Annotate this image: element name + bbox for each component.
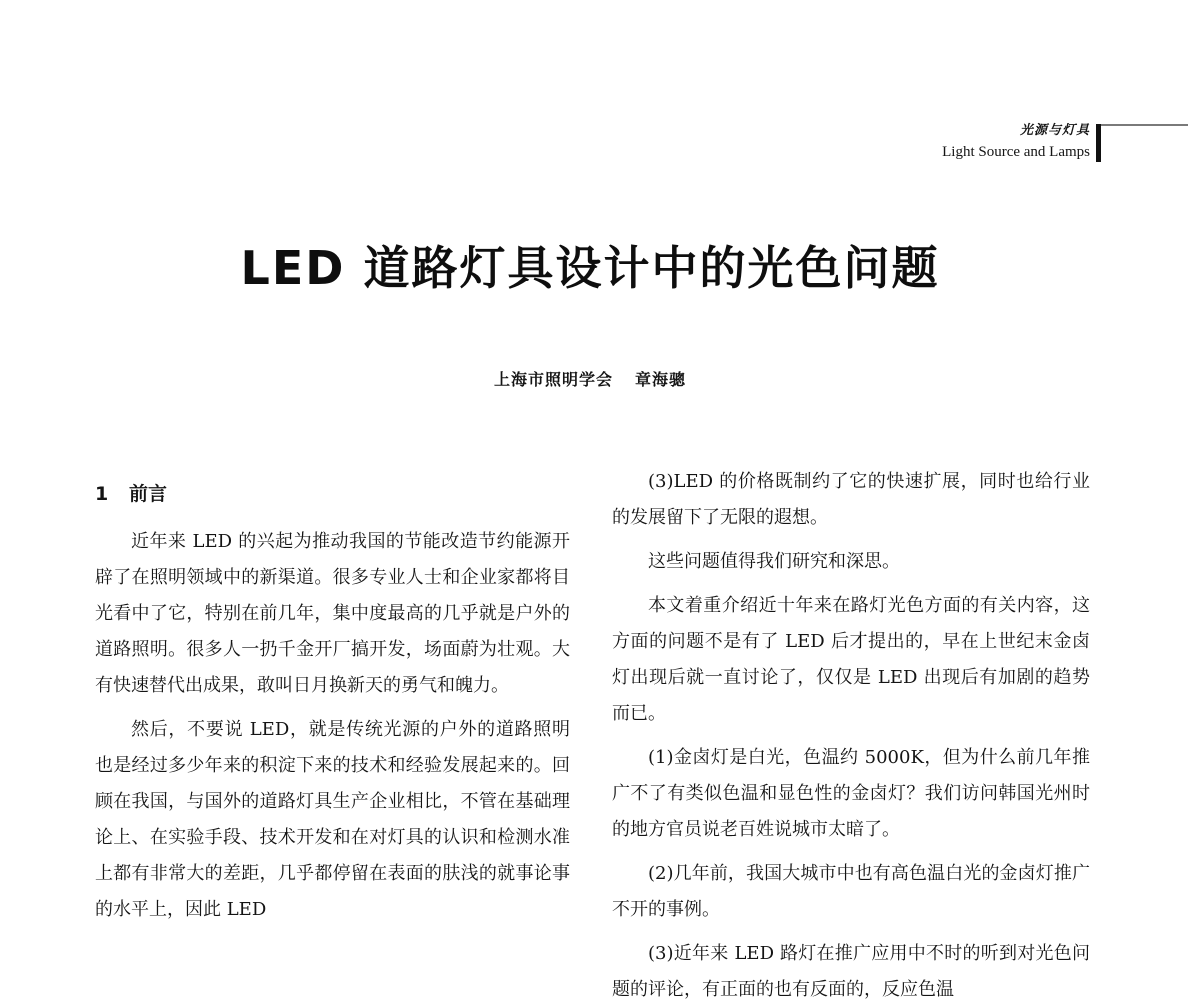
paragraph: (3)LED 的价格既制约了它的快速扩展，同时也给行业的发展留下了无限的遐想。 — [612, 471, 1090, 528]
author-line — [0, 368, 1180, 392]
running-header-chinese: 光源与灯具 — [1019, 123, 1090, 138]
running-header — [942, 122, 1090, 162]
section-heading — [95, 464, 570, 512]
paragraph: 本文着重介绍近十年来在路灯光色方面的有关内容，这方面的问题不是有了 LED 后才提出的，早在上世纪末金卤灯出现后就一直讨论了，仅仅是 LED 出现后有加剧的趋势而已。 — [612, 595, 1090, 724]
paragraph: 这些问题值得我们研究和深思。 — [648, 551, 900, 572]
author-affiliation: 上海市照明学会 — [493, 370, 613, 389]
paragraph: 然后，不要说 LED，就是传统光源的户外的道路照明也是经过多少年来的积淀下来的技术和经验发展起来的。回顾在我国，与国外的道路灯具生产企业相比，不管在基础理论上、在实验手段、技术开发和在对灯具的认识和检测水准上都有非常大的差距，几乎都停留在表面的肤浅的就事论事的水平上，因此 LED — [95, 719, 570, 920]
header-rule-line — [1098, 124, 1188, 126]
right-column — [612, 464, 1090, 1008]
paragraph: (1)金卤灯是白光，色温约 5000K，但为什么前几年推广不了有类似色温和显色性的金卤灯？我们访问韩国光州时的地方官员说老百姓说城市太暗了。 — [612, 747, 1090, 840]
author-name: 章海骢 — [635, 370, 687, 389]
header-rule-bar — [1096, 124, 1101, 162]
paragraph: (3)近年来 LED 路灯在推广应用中不时的听到对光色问题的评论，有正面的也有反面的，反应色温 — [612, 943, 1090, 1000]
article-title: LED 道路灯具设计中的光色问题 — [240, 241, 940, 295]
section-title: 前言 — [129, 483, 168, 505]
running-header-english: Light Source and Lamps — [942, 144, 1090, 160]
section-number: 1 — [95, 483, 109, 505]
paragraph: 近年来 LED 的兴起为推动我国的节能改造节约能源开辟了在照明领域中的新渠道。很多专业人士和企业家都将目光看中了它，特别在前几年，集中度最高的几乎就是户外的道路照明。很多人一扔千金开厂搞开发，场面蔚为壮观。大有快速替代出成果，敢叫日月换新天的勇气和魄力。 — [95, 531, 570, 696]
paragraph: (2)几年前，我国大城市中也有高色温白光的金卤灯推广不开的事例。 — [612, 863, 1090, 920]
left-column — [95, 464, 570, 928]
